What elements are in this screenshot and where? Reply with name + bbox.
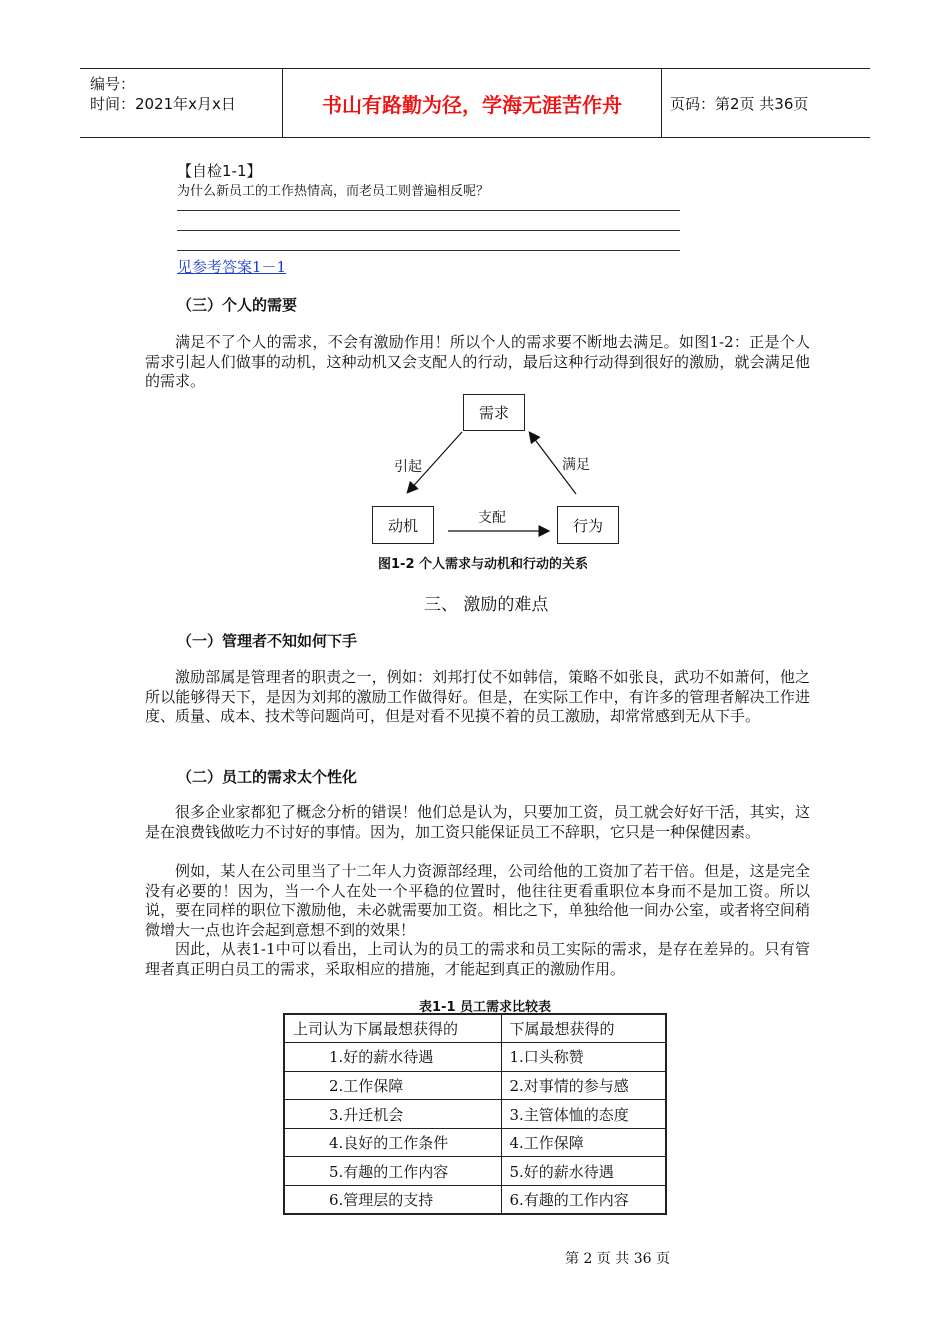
table-header-cell: 上司认为下属最想获得的	[284, 1014, 501, 1043]
sub-paragraph-1: 激励部属是管理者的职责之一，例如：刘邦打仗不如韩信，策略不如张良，武功不如萧何，他之所以能够得天下，是因为刘邦的激励工作做得好。但是，在实际工作中，有许多的管理者解决工作进度、质量、成本、技术等问题尚可，但是对看不见摸不着的员工激励，却常常感到无从下手。	[145, 668, 810, 725]
table-header-cell: 下属最想获得的	[501, 1014, 666, 1043]
table-cell: 6.管理层的支持	[284, 1186, 501, 1215]
time-label: 时间：2021年x月x日	[90, 95, 236, 113]
label-cause: 引起	[394, 459, 422, 475]
needs-comparison-table	[283, 1013, 667, 1215]
section-heading-personal-needs: （三）个人的需要	[177, 296, 298, 314]
diagram-arrows	[0, 0, 950, 560]
header-page-info: 页码：第2页 共36页	[670, 94, 809, 113]
sub-heading-1: （一）管理者不知如何下手	[177, 632, 358, 650]
self-check-question: 为什么新员工的工作热情高，而老员工则普遍相反呢？	[177, 184, 490, 199]
table-cell: 1.好的薪水待遇	[284, 1043, 501, 1072]
header-motto: 书山有路勤为径，学海无涯苦作舟	[283, 69, 662, 137]
personal-needs-paragraph: 满足不了个人的需求，不会有激励作用！所以个人的需求要不断地去满足。如图1-2：正是个人需求引起人们做事的动机，这种动机又会支配人的行动，最后这种行动得到很好的激励，就会满足他的需求。	[145, 333, 810, 390]
sub-paragraph-2b: 例如，某人在公司里当了十二年人力资源部经理，公司给他的工资加了若干倍。但是，这是完全没有必要的！因为，当一个人在处一个平稳的位置时，他往往更看重职位本身而不是加工资。所以说，要在同样的职位下激励他，未必就需要加工资。相比之下，单独给他一间办公室，或者将空间稍微增大一点也许会起到意想不到的效果！	[145, 862, 810, 939]
table-cell: 1.口头称赞	[501, 1043, 666, 1072]
sub-paragraph-2a: 很多企业家都犯了概念分析的错误！他们总是认为，只要加工资，员工就会好好干活，其实，这是在浪费钱做吃力不讨好的事情。因为，加工资只能保证员工不辞职，它只是一种保健因素。	[145, 803, 810, 841]
table-row	[284, 1071, 666, 1100]
table-cell: 5.有趣的工作内容	[284, 1157, 501, 1186]
table-cell: 3.主管体恤的态度	[501, 1100, 666, 1129]
table-row	[284, 1186, 666, 1215]
sub-paragraph-2c: 因此，从表1-1中可以看出，上司认为的员工的需求和员工实际的需求，是存在差异的。只有管理者真正明白员工的需求，采取相应的措施，才能起到真正的激励作用。	[145, 940, 810, 978]
table-row	[284, 1100, 666, 1129]
node-action: 行为	[557, 506, 619, 544]
table-header-row	[284, 1014, 666, 1043]
table-cell: 6.有趣的工作内容	[501, 1186, 666, 1215]
table-cell: 5.好的薪水待遇	[501, 1157, 666, 1186]
table-caption: 表1-1 员工需求比较表	[419, 1000, 552, 1015]
table-cell: 2.工作保障	[284, 1071, 501, 1100]
table-row	[284, 1128, 666, 1157]
table-cell: 3.升迁机会	[284, 1100, 501, 1129]
figure-caption: 图1-2 个人需求与动机和行动的关系	[378, 557, 589, 572]
label-dominate: 支配	[478, 510, 506, 526]
reference-answer-link[interactable]: 见参考答案1－1	[177, 258, 287, 276]
table-row	[284, 1157, 666, 1186]
table-cell: 4.工作保障	[501, 1128, 666, 1157]
node-need: 需求	[463, 394, 525, 431]
node-motive: 动机	[372, 506, 434, 544]
table-cell: 4.良好的工作条件	[284, 1128, 501, 1157]
number-label: 编号：	[90, 75, 136, 93]
table-cell: 2.对事情的参与感	[501, 1071, 666, 1100]
part-title: 三、 激励的难点	[424, 595, 549, 615]
sub-heading-2: （二）员工的需求太个性化	[177, 768, 358, 786]
table-row	[284, 1043, 666, 1072]
page-footer: 第 2 页 共 36 页	[565, 1251, 670, 1267]
self-check-title: 【自检1-1】	[177, 162, 262, 180]
label-satisfy: 满足	[562, 457, 590, 473]
